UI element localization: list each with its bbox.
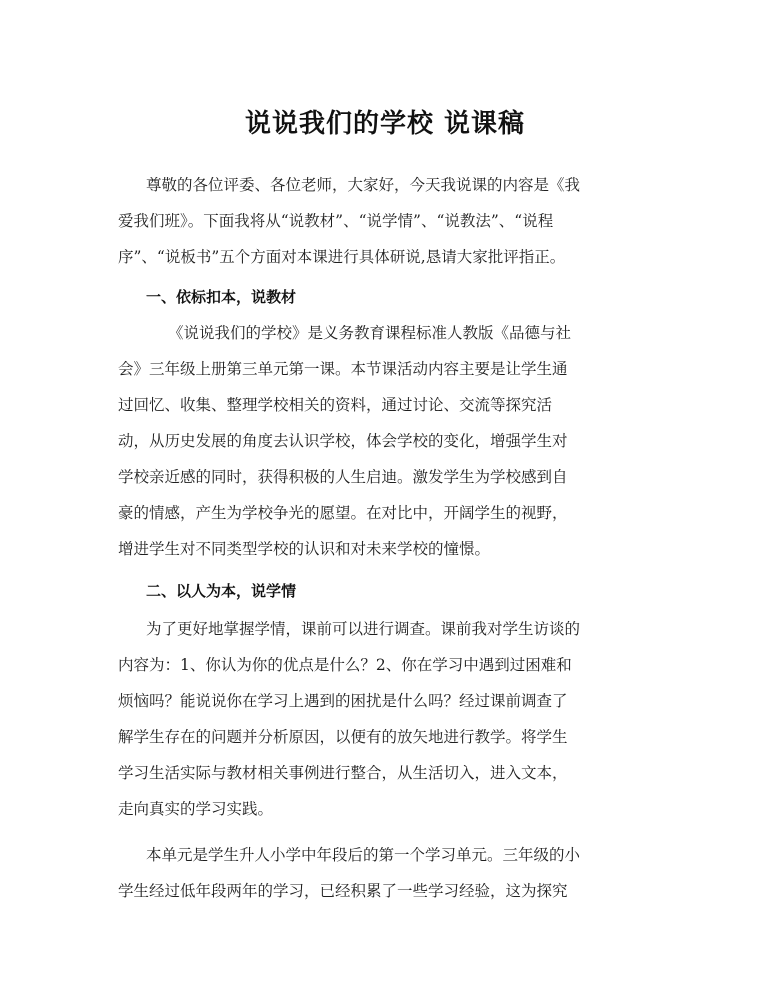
paragraph-line: 学生经过低年段两年的学习，已经积累了一些学习经验，这为探究 <box>118 882 568 900</box>
paragraph-line: 豪的情感，产生为学校争光的愿望。在对比中，开阔学生的视野， <box>118 504 568 522</box>
paragraph-line: 《说说我们的学校》是义务教育课程标准人教版《品德与社 <box>168 324 572 342</box>
paragraph-line: 尊敬的各位评委、各位老师，大家好，今天我说课的内容是《我 <box>146 176 581 194</box>
section-heading-1: 一、依标扣本，说教材 <box>146 288 297 306</box>
paragraph-line: 会》三年级上册第三单元第一课。本节课活动内容主要是让学生通 <box>118 360 568 378</box>
paragraph-line: 学校亲近感的同时，获得积极的人生启迪。激发学生为学校感到自 <box>118 468 568 486</box>
paragraph-line: 本单元是学生升人小学中年段后的第一个学习单元。三年级的小 <box>146 846 581 864</box>
paragraph-line: 走向真实的学习实践。 <box>118 800 274 818</box>
paragraph-line: 烦恼吗？能说说你在学习上遇到的困扰是什么吗？经过课前调查了 <box>118 692 568 710</box>
section-heading-2: 二、以人为本，说学情 <box>146 582 297 600</box>
paragraph-line: 解学生存在的问题并分析原因，以便有的放矢地进行教学。将学生 <box>118 728 568 746</box>
paragraph-line: 学习生活实际与教材相关事例进行整合，从生活切入，进入文本， <box>118 764 568 782</box>
paragraph-line: 内容为：1、你认为你的优点是什么？2、你在学习中遇到过困难和 <box>118 656 572 674</box>
paragraph-line: 为了更好地掌握学情，课前可以进行调查。课前我对学生访谈的 <box>146 620 581 638</box>
paragraph-line: 序”、“说板书”五个方面对本课进行具体研说,恳请大家批评指正。 <box>118 248 566 266</box>
document-title: 说说我们的学校 说课稿 <box>244 109 526 139</box>
paragraph-line: 增进学生对不同类型学校的认识和对未来学校的憧憬。 <box>118 540 491 558</box>
paragraph-line: 过回忆、收集、整理学校相关的资料，通过讨论、交流等探究活 <box>118 396 553 414</box>
paragraph-line: 动，从历史发展的角度去认识学校，体会学校的变化，增强学生对 <box>118 432 568 450</box>
paragraph-line: 爱我们班》。下面我将从“说教材”、“说学情”、“说教法”、“说程 <box>118 212 554 230</box>
